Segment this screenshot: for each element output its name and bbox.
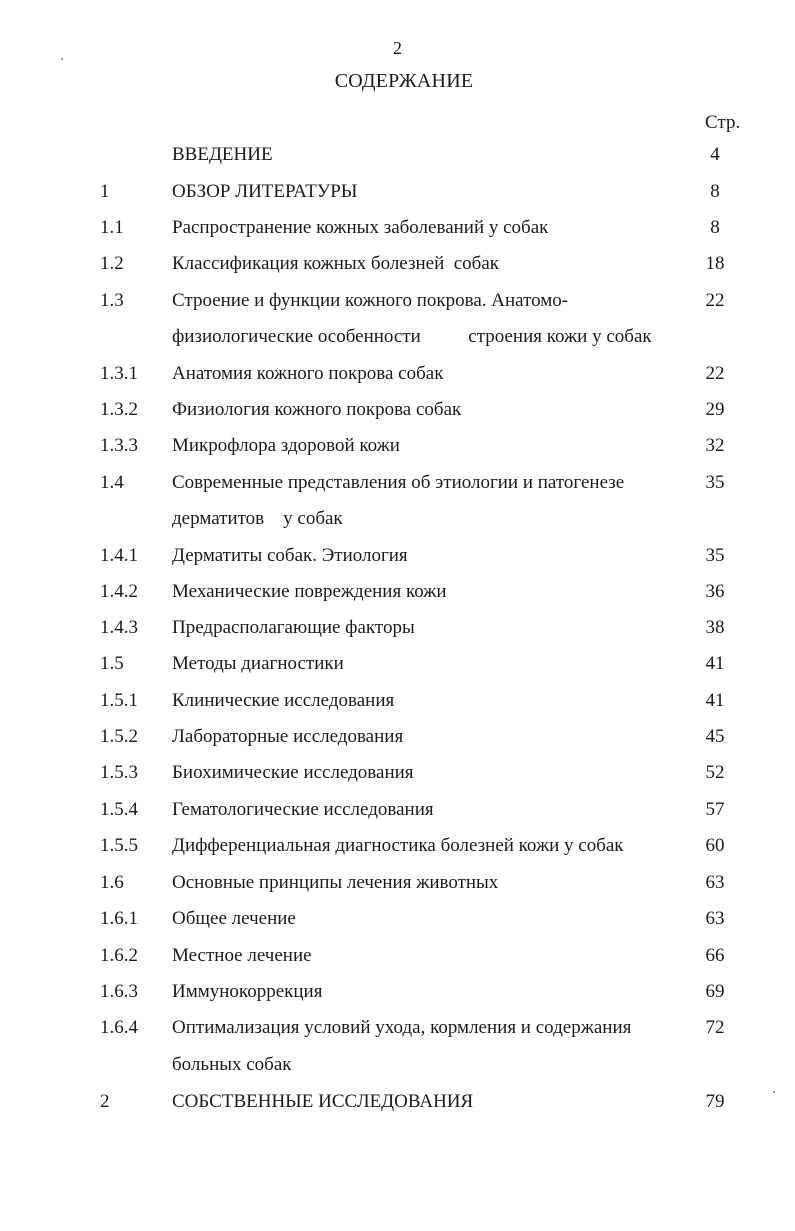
toc-entry xyxy=(0,831,795,861)
toc-entry-title: ОБЗОР ЛИТЕРАТУРЫ xyxy=(172,181,358,202)
toc-entry xyxy=(0,795,795,825)
toc-entry-page: 8 xyxy=(710,181,720,202)
toc-entry-number: 1.1 xyxy=(100,217,124,238)
toc-entry xyxy=(0,686,795,716)
toc-entry-page: 35 xyxy=(705,545,725,566)
toc-entry-title: Механические повреждения кожи xyxy=(172,581,447,602)
toc-entry-page: 8 xyxy=(710,217,720,238)
toc-entry-page: 41 xyxy=(705,690,725,711)
toc-entry-page: 32 xyxy=(705,435,725,456)
toc-entry-number: 1.4.1 xyxy=(100,545,138,566)
toc-entry-title: Предрасполагающие факторы xyxy=(172,617,415,638)
toc-entry-number: 1.6.1 xyxy=(100,908,138,929)
toc-entry-number: 1.3.3 xyxy=(100,435,138,456)
toc-entry xyxy=(0,213,795,243)
toc-entry-page: 22 xyxy=(705,290,725,311)
toc-entry-title: Биохимические исследования xyxy=(172,762,414,783)
toc-entry xyxy=(0,541,795,571)
toc-entry-continuation xyxy=(0,504,795,534)
toc-entry-page: 66 xyxy=(705,945,725,966)
toc-entry xyxy=(0,431,795,461)
toc-entry-title: Классификация кожных болезней собак xyxy=(172,253,500,274)
toc-entry-continuation xyxy=(0,322,795,352)
toc-entry-number: 1.6.3 xyxy=(100,981,138,1002)
toc-entry-number: 1.4.2 xyxy=(100,581,138,602)
toc-entry-title-continued: больных собак xyxy=(172,1054,292,1075)
toc-entry-page: 63 xyxy=(705,872,725,893)
toc-entry xyxy=(0,722,795,752)
toc-entry-number: 1.3.2 xyxy=(100,399,138,420)
toc-entry-number: 1.6 xyxy=(100,872,124,893)
toc-entry-page: 69 xyxy=(705,981,725,1002)
toc-entry-title: СОБСТВЕННЫЕ ИССЛЕДОВАНИЯ xyxy=(172,1091,474,1112)
toc-entry-page: 52 xyxy=(705,762,725,783)
toc-entry-title: Местное лечение xyxy=(172,945,312,966)
toc-entry-title: Физиология кожного покрова собак xyxy=(172,399,462,420)
toc-entry-number: 1.4.3 xyxy=(100,617,138,638)
toc-entry-title: Основные принципы лечения животных xyxy=(172,872,499,893)
toc-entry-page: 4 xyxy=(710,144,720,165)
toc-entry-number: 1.5 xyxy=(100,653,124,674)
toc-entry-page: 35 xyxy=(705,472,725,493)
toc-entry-number: 2 xyxy=(100,1091,110,1112)
toc-entry-page: 57 xyxy=(705,799,725,820)
toc-entry-title: Общее лечение xyxy=(172,908,296,929)
toc-entry-title-continued: физиологические особенности строения кожи у собак xyxy=(172,326,652,347)
toc-entry-continuation xyxy=(0,1050,795,1080)
toc-entry-title: Иммунокоррекция xyxy=(172,981,323,1002)
toc-entry-title: Дифференциальная диагностика болезней кожи у собак xyxy=(172,835,624,856)
toc-entry-title: Оптимализация условий ухода, кормления и содержания xyxy=(172,1017,632,1038)
toc-entry xyxy=(0,649,795,679)
toc-entry-page: 41 xyxy=(705,653,725,674)
toc-entry xyxy=(0,1013,795,1043)
toc-entry xyxy=(0,868,795,898)
toc-entry-title: Анатомия кожного покрова собак xyxy=(172,363,444,384)
toc-entry-title: Клинические исследования xyxy=(172,690,395,711)
toc-entry-page: 38 xyxy=(705,617,725,638)
toc-entry xyxy=(0,286,795,316)
toc-entry-number: 1.5.1 xyxy=(100,690,138,711)
toc-entry xyxy=(0,941,795,971)
toc-entry-number: 1 xyxy=(100,181,110,202)
toc-entry xyxy=(0,395,795,425)
toc-entry xyxy=(0,177,795,207)
toc-entry xyxy=(0,468,795,498)
toc-entry xyxy=(0,613,795,643)
toc-entry xyxy=(0,577,795,607)
toc-entry-title: Строение и функции кожного покрова. Анатомо- xyxy=(172,290,569,311)
toc-entry-title-continued: дерматитов у собак xyxy=(172,508,343,529)
scan-speck xyxy=(773,1091,775,1093)
page-number: 2 xyxy=(393,38,402,58)
toc-entry-page: 60 xyxy=(705,835,725,856)
toc-entry-number: 1.5.4 xyxy=(100,799,138,820)
toc-entry xyxy=(0,249,795,279)
toc-entry-number: 1.6.2 xyxy=(100,945,138,966)
toc-entry-number: 1.5.3 xyxy=(100,762,138,783)
toc-entry-number: 1.3.1 xyxy=(100,363,138,384)
page-column-header: Стр. xyxy=(705,112,741,133)
toc-entry xyxy=(0,359,795,389)
toc-entry-title: Лабораторные исследования xyxy=(172,726,404,747)
toc-entry-page: 79 xyxy=(705,1091,725,1112)
toc-entry xyxy=(0,977,795,1007)
toc-entry xyxy=(0,758,795,788)
toc-entry-page: 45 xyxy=(705,726,725,747)
toc-entry-title: Методы диагностики xyxy=(172,653,344,674)
toc-entry-number: 1.6.4 xyxy=(100,1017,138,1038)
toc-entry-page: 36 xyxy=(705,581,725,602)
toc-entry-number: 1.2 xyxy=(100,253,124,274)
toc-entry-page: 72 xyxy=(705,1017,725,1038)
toc-entry-title: Современные представления об этиологии и патогенезе xyxy=(172,472,625,493)
toc-entry-page: 22 xyxy=(705,363,725,384)
toc-entry-title: ВВЕДЕНИЕ xyxy=(172,144,273,165)
toc-entry-number: 1.5.2 xyxy=(100,726,138,747)
toc-entry-number: 1.3 xyxy=(100,290,124,311)
toc-entry-page: 29 xyxy=(705,399,725,420)
toc-entry-title: Микрофлора здоровой кожи xyxy=(172,435,400,456)
toc-entry-page: 18 xyxy=(705,253,725,274)
toc-entry-page: 63 xyxy=(705,908,725,929)
toc-entry xyxy=(0,904,795,934)
toc-entry-title: Распространение кожных заболеваний у собак xyxy=(172,217,549,238)
page-title: СОДЕРЖАНИЕ xyxy=(334,70,474,92)
scan-speck xyxy=(61,58,63,60)
toc-entry xyxy=(0,1087,795,1117)
toc-entry xyxy=(0,140,795,170)
toc-entry-number: 1.4 xyxy=(100,472,124,493)
toc-entry-number: 1.5.5 xyxy=(100,835,138,856)
toc-entry-title: Гематологические исследования xyxy=(172,799,434,820)
toc-entry-title: Дерматиты собак. Этиология xyxy=(172,545,408,566)
